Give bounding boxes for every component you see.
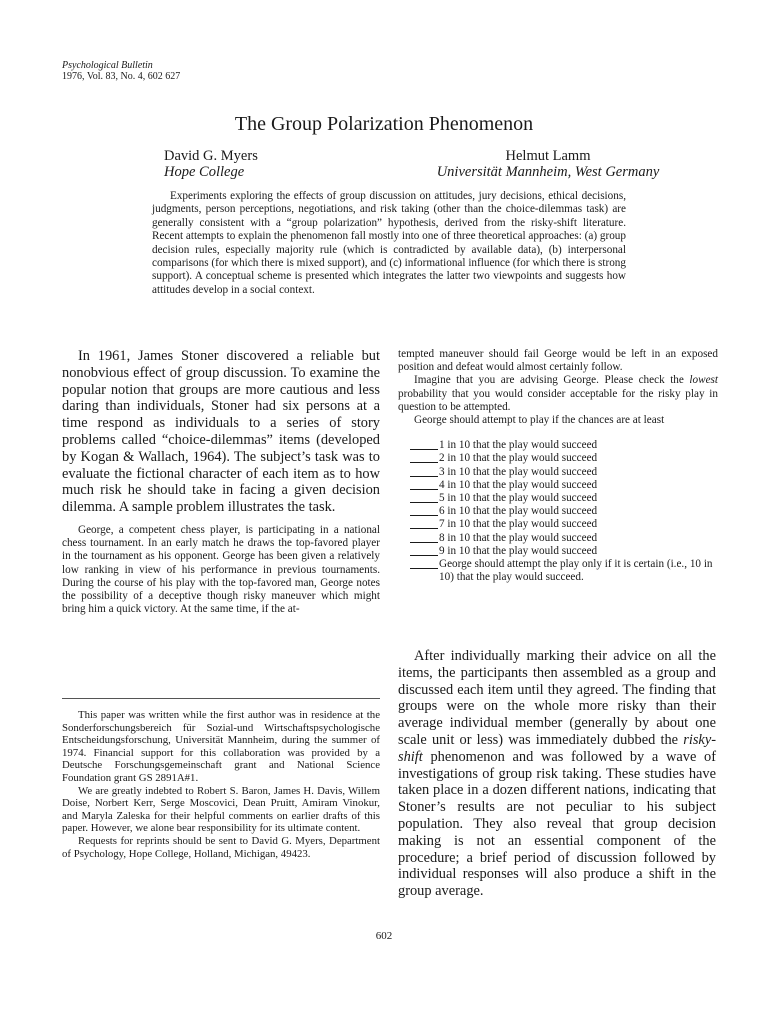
answer-options	[410, 439, 718, 584]
answer-blank	[410, 518, 438, 529]
footnotes	[62, 698, 380, 860]
answer-option: 1 in 10 that the play would succeed	[410, 439, 718, 452]
author-block-1	[164, 148, 258, 180]
instruction-text: Imagine that you are advising George. Please check the lowest probability that you would consider acceptable for the risky play in question to be attempted.	[398, 374, 718, 413]
journal-citation: 1976, Vol. 83, No. 4, 602 627	[62, 71, 181, 82]
story-text-right: tempted maneuver should fail George would be left in an exposed position and defeat would almost certainly follow.	[398, 348, 718, 374]
author-affiliation: Hope College	[164, 164, 245, 180]
answer-blank	[410, 532, 438, 543]
abstract-text: Experiments exploring the effects of group discussion on attitudes, jury decisions, ethical decisions, judgments, person perceptions, negotiations, and risk taking (other than the choice-dilemmas task) are generally consistent with a “group polarization” hypothesis, derived from the risky-shift literature. Recent attempts to explain the phenomenon fall mostly into one of three theoretical approaches: (a) group decision rules, especially majority rule (which is contradicted by available data), (b) interpersonal comparisons (for which there is mixed support), and (c) informational influence (for which there is strong support). A conceptual scheme is presented which integrates the latter two viewpoints and suggests how attitudes develop in a social context.	[152, 190, 626, 296]
after-paragraph: After individually marking their advice on all the items, the participants then assembled as a group and discussed each item until they agreed. The finding that groups were on the whole more risky than their average individual member (generally by about one scale unit or less) was immediately dubbed the risky-shift phenomenon and was followed by a wave of investigations of group risk taking. These studies have taken place in a dozen different nations, indicating that Stoner’s results are not peculiar to his subject population. They also reveal that group decision making is not an essential component of the procedure; a brief period of discussion followed by individual responses will also produce a shift in the group average.	[398, 648, 716, 900]
answer-blank	[410, 466, 438, 477]
abstract	[152, 190, 626, 297]
question-text: George should attempt to play if the chances are at least	[414, 414, 665, 427]
intro-paragraph: In 1961, James Stoner discovered a reliable but nonobvious effect of group discussion. To examine the popular notion that groups are more cautious and less daring than individuals, Stoner had six persons at a time respond as individuals to a series of story problems called “choice-dilemmas” items (developed by Kogan & Wallach, 1964). The subject’s task was to evaluate the fictional character of each item as to how much risk he should take in facing a given decision dilemma. A sample problem illustrates the task.	[62, 348, 380, 516]
journal-header	[62, 60, 180, 82]
answer-option: 7 in 10 that the play would succeed	[410, 518, 718, 531]
answer-blank	[410, 439, 438, 450]
footnote-1: This paper was written while the first author was in residence at the Sonderforschungsbereich für Sozial-und Wirtschaftspsychologische Entscheidungsforschung, Universität Mannheim, during the summer of 1974. Financial support for this collaboration was provided by a Deutsche Forschungsgemeinschaft grant and National Science Foundation grant GS 2891A#1.	[62, 709, 380, 784]
answer-option: 8 in 10 that the play would succeed	[410, 532, 718, 545]
answer-blank	[410, 492, 438, 503]
footnote-3: Requests for reprints should be sent to David G. Myers, Department of Psychology, Hope College, Holland, Michigan, 49423.	[62, 834, 380, 860]
emphasis-risky-shift: risky-shift	[398, 731, 716, 765]
answer-option: 4 in 10 that the play would succeed	[410, 479, 718, 492]
journal-name: Psychological Bulletin	[62, 60, 153, 71]
answer-blank	[410, 558, 438, 569]
answer-option: 6 in 10 that the play would succeed	[410, 505, 718, 518]
answer-blank	[410, 545, 438, 556]
emphasis-lowest: lowest	[689, 374, 718, 387]
answer-option: George should attempt the play only if it is certain (i.e., 10 in 10) that the play would succeed.	[410, 558, 718, 584]
story-text-left: George, a competent chess player, is participating in a national chess tournament. In an early match he draws the top-favored player in the tournament as his opponent. George has been given a relatively low ranking in view of his performance in previous tournaments. During the course of his play with the top-favored man, George notes the possibility of a deceptive though risky maneuver which might bring him a quick victory. At the same time, if the at-	[62, 523, 380, 616]
answer-option: 9 in 10 that the play would succeed	[410, 545, 718, 558]
right-column-continued	[398, 648, 716, 900]
right-column	[398, 348, 718, 584]
author-name: David G. Myers	[164, 148, 258, 164]
answer-option: 5 in 10 that the play would succeed	[410, 492, 718, 505]
author-name: Helmut Lamm	[505, 148, 591, 164]
page-number: 602	[375, 930, 393, 942]
answer-blank	[410, 505, 438, 516]
answer-option: 3 in 10 that the play would succeed	[410, 466, 718, 479]
author-affiliation: Universität Mannheim, West Germany	[436, 164, 660, 180]
answer-option: 2 in 10 that the play would succeed	[410, 452, 718, 465]
paper-title: The Group Polarization Phenomenon	[234, 113, 534, 135]
answer-blank	[410, 452, 438, 463]
answer-blank	[410, 479, 438, 490]
left-column	[62, 348, 380, 616]
footnote-2: We are greatly indebted to Robert S. Baron, James H. Davis, Willem Doise, Norbert Kerr, Serge Moscovici, Dean Pruitt, Amiram Vinokur, and Maryla Zaleska for their helpful comments on earlier drafts of this paper. However, we alone bear responsibility for its ultimate content.	[62, 784, 380, 835]
author-block-2	[404, 148, 692, 180]
